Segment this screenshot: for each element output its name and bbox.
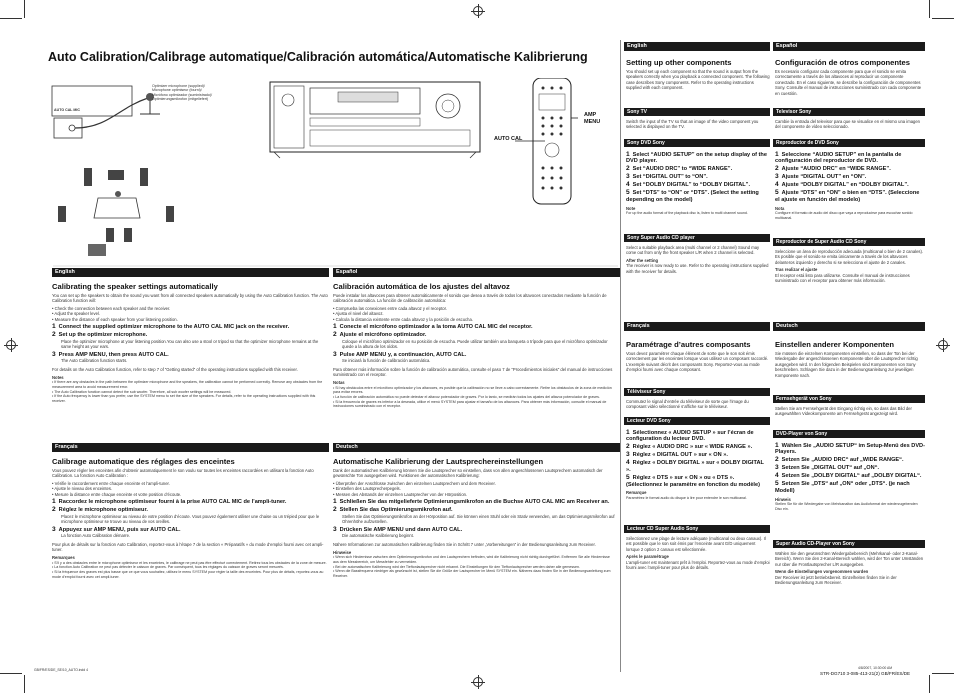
section-heading: Configuración de otros componentes bbox=[775, 58, 911, 67]
after-heading: After the setting bbox=[626, 257, 659, 263]
section-bar-francais: Français bbox=[52, 443, 329, 452]
fold-line bbox=[620, 40, 621, 672]
subbar-lecteur-dvd: Lecteur DVD Sony bbox=[624, 417, 770, 425]
registration-mark bbox=[6, 340, 16, 350]
intro-text: Dank der automatischen Kalibrierung können Sie die Lautsprecher so einstellen, dass von allen angeschlossenen Lautsprechern automatisch der gewünschte Ton ausgegeben wird. Funktionen der automatischen Kalibrierung: bbox=[333, 468, 603, 479]
dvd-steps bbox=[626, 428, 770, 502]
right-section-deutsch bbox=[775, 340, 925, 380]
step-4: 4 Ajuste “DOLBY DIGITAL” en “DOLBY DIGITAL”. bbox=[775, 181, 909, 189]
tv-block bbox=[626, 119, 770, 132]
step-1: 1 Select “AUDIO SETUP” on the setup display of the DVD player. bbox=[626, 150, 767, 165]
note-text: Stellen Sie für die Wiedergabe von Mehrkanalton das Audioformat der wiederzugebenden Disc ein. bbox=[775, 502, 918, 511]
step-5: 5 Setzen Sie „DTS“ auf „ON“ oder „DTS“. (je nach Modell) bbox=[775, 480, 910, 495]
dvd-steps bbox=[775, 150, 925, 222]
amp-menu-label: AMP MENU bbox=[584, 112, 601, 125]
sacd-block bbox=[626, 245, 770, 276]
step-2-text: Placez le microphone optimiseur au niveau de votre position d’écoute. Vous pouvez également utiliser une chaise ou un trépied pour que le microphone optimiseur se trouve au niveau de vos oreilles. bbox=[61, 513, 320, 525]
sacd-block bbox=[775, 551, 925, 587]
step-1: 1 Raccordez le microphone optimiseur fourni à la prise AUTO CAL MIC de l’ampli-tuner. bbox=[52, 498, 287, 506]
dvd-steps bbox=[626, 150, 770, 218]
step-3-text: The Auto Calibration function starts. bbox=[61, 358, 128, 364]
crop-mark bbox=[24, 0, 25, 18]
section-heading: Automatische Kalibrierung der Lautsprechereinstellungen bbox=[333, 457, 544, 466]
after-text: Nähere Informationen zur automatischen Kalibrierung finden Sie in Schritt 7 unter „Vorbereitungen“ in der Bedienungsanleitung zum Receiver. bbox=[333, 541, 596, 547]
mic-label: Optimizer microphone (supplied)/ Microphone optimiseur (fourni)/ Micrófono optimizador (suministrado)/ Optimierungsmikrofon (mitgeliefert) bbox=[152, 84, 213, 102]
note-heading: Nota bbox=[775, 205, 785, 211]
step-2: 2 Ajuste el micrófono optimizador. bbox=[333, 331, 427, 339]
subbar-sacd-sony: Reproductor de Super Audio CD Sony bbox=[773, 238, 925, 246]
subbar-sony-tv: Sony TV bbox=[624, 108, 770, 116]
crop-mark bbox=[0, 673, 22, 674]
intro-text: You can set up the speakers to obtain the sound you want from all connected speakers automatically by using the Auto Calibration function. The Auto Calibration function will: bbox=[52, 293, 328, 304]
step-4: 4 Réglez « DOLBY DIGITAL » sur « DOLBY DIGITAL ». bbox=[626, 459, 764, 473]
bullet-list: • Vérifie le raccordement entre chaque enceinte et l’ampli-tuner. • Ajuste le niveau des enceintes. • Mesure la distance entre chaque enceinte et votre position d’écoute. bbox=[52, 480, 182, 497]
step-3: 3 Setzen Sie „DIGITAL OUT“ auf „ON“. bbox=[775, 464, 880, 472]
tv-block bbox=[775, 119, 925, 132]
intro-text: Puede instalar los altavoces para obtener automáticamente el sonido que desea a través de todos los altavoces conectados mediante la función de calibración automática. La función de calibración automática: bbox=[333, 293, 607, 304]
step-2-text: Place the optimizer microphone at your listening position.You can also use a stool or tripod so that the optimizer microphone remains at the same height as your ears. bbox=[61, 338, 319, 350]
notes-text: • Si hay obstáculos entre el micrófono optimizador y los altavoces, es posible que la calibración no se lleve a cabo correctamente. Retire los obstáculos de la zona de medición para evitar errores. • La función de calibración automática no puede detectar el altavoz potenciador de graves. Por lo tanto, se medirán todos los ajustes del altavoz potenciador de graves. • Si la frecuencia de graves es inferior a la deseada, utilice el menú SYSTEM para ajustar el tamaño de los altavoces. Para obtener más información, consulte el manual de instrucciones suministrado con el receptor. bbox=[333, 385, 612, 409]
step-2: 2 Setzen Sie „AUDIO DRC“ auf „WIDE RANGE“. bbox=[775, 456, 904, 464]
section-bar-english: English bbox=[52, 268, 329, 277]
step-3: 3 Appuyez sur AMP MENU, puis sur AUTO CAL. bbox=[52, 525, 181, 533]
right-bar-francais: Français bbox=[624, 322, 770, 331]
right-section-francais bbox=[626, 340, 770, 375]
footer-date: 4/8/2007, 10:30:00 AM bbox=[858, 666, 893, 670]
step-1: 1 Connect the supplied optimizer microphone to the AUTO CAL MIC jack on the receiver. bbox=[52, 323, 290, 331]
section-english bbox=[52, 282, 329, 405]
notes-text: • If there are any obstacles in the path between the optimizer microphone and the speakers, the calibration cannot be performed correctly. Remove any obstacles from the measurement area to avoid measurement error. • The Auto Calibration function cannot detect the sub woofer. Therefore, all sub woofer settings will be measured. • If the Auto frequency is lower than you prefer, use the SYSTEM menu to set the size of the speakers. For details, refer to the operating instructions supplied with this receiver. bbox=[52, 380, 323, 403]
section-heading: Paramétrage d’autres composants bbox=[626, 340, 751, 349]
subbar-sony-dvd: Sony DVD Sony bbox=[624, 139, 770, 147]
notes-heading: Notas bbox=[333, 380, 345, 386]
step-3: 3 Set “DIGITAL OUT” to “ON”. bbox=[626, 173, 708, 181]
auto-cal-label: AUTO CAL bbox=[494, 136, 523, 142]
subbar-televiseur-sony: Téléviseur Sony bbox=[624, 388, 770, 396]
step-5: 5 Ajuste “DTS” en “ON” o bien en “DTS”. (Seleccione el ajuste en función del modelo) bbox=[775, 189, 920, 204]
step-2: 2 Réglez « AUDIO DRC » sur « WIDE RANGE ». bbox=[626, 443, 753, 451]
step-2-text: Coloque el micrófono optimizador en su posición de escucha. Puede utilizar también una banqueta o trípode para que el micrófono optimizador quede a la altura de los oídos. bbox=[342, 338, 608, 350]
intro-text: Es necesario configurar cada componente para que el sonido se emita correctamente a través de los altavoces al reproducir un componente conectado. En el caso siguiente, se describe la configuración de componentes Sony. Consulte el manual de instrucciones suministrado con cada componente en cuestión. bbox=[775, 69, 922, 96]
tv-text: Cambie la entrada del televisor para que se visualice en el mismo una imagen del componente de vídeo seleccionado. bbox=[775, 119, 921, 130]
crop-mark bbox=[932, 18, 954, 19]
step-1: 1 Schließen Sie das mitgelieferte Optimierungsmikrofon an die Buchse AUTO CAL MIC am Receiver an. bbox=[333, 498, 610, 506]
note-text: Configure el formato de audio del disco que vaya a reproducirse para escuchar sonido multicanal. bbox=[775, 211, 913, 220]
section-heading: Calibrage automatique des réglages des enceintes bbox=[52, 457, 235, 466]
notes-heading: Notes bbox=[52, 374, 64, 380]
section-francais bbox=[52, 457, 329, 581]
tv-block bbox=[775, 406, 925, 419]
right-section-espanol bbox=[775, 58, 925, 98]
section-bar-deutsch: Deutsch bbox=[333, 443, 620, 452]
tv-text: Commutez le signal d’entrée du téléviseur de sorte que l’image du composant vidéo sélectionné s’affiche sur le téléviseur. bbox=[626, 399, 749, 410]
step-3: 3 Pulse AMP MENU y, a continuación, AUTO CAL. bbox=[333, 350, 467, 358]
intro-text: Vous devez paramétrer chaque élément de sorte que le son soit émis correctement par les enceintes lorsque vous utilisez un composant raccordé. L’exemple suivant décrit des composants Sony. Reportez-vous au mode d’emploi fourni avec chaque composant. bbox=[626, 351, 769, 373]
registration-mark bbox=[473, 677, 483, 687]
note-text: Paramétrez le format audio du disque à lire pour entendre le son multicanal. bbox=[626, 495, 747, 500]
subbar-fernsehgeraet-sony: Fernsehgerät von Sony bbox=[773, 395, 925, 403]
step-2: 2 Stellen Sie das Optimierungsmikrofon auf. bbox=[333, 506, 453, 514]
bullet-list: • Check the connection between each speaker and the receiver. • Adjust the speaker level. • Measure the distance of each speaker from your listening position. bbox=[52, 305, 178, 322]
step-3: 3 Réglez « DIGITAL OUT » sur « ON ». bbox=[626, 451, 728, 459]
sacd-text: Sélectionnez une plage de lecture adéquate (multicanal ou deux canaux). Il est possible que le son soit émis par l’enceinte avant G/D uniquement lorsque 2 option 2 canaux est sélectionnée. bbox=[626, 536, 766, 552]
crop-mark bbox=[932, 673, 954, 674]
section-heading: Einstellen anderer Komponenten bbox=[775, 340, 894, 349]
notes-heading: Remarques bbox=[52, 555, 75, 561]
sacd-text: Wählen Sie den gewünschten Wiedergabebereich (Mehrkanal- oder 2-Kanal-Bereich). Wenn Sie den 2-Kanal-Bereich wählen, wird der Ton unter Umständen nur über die Frontlautsprecher L/R ausgegeben. bbox=[775, 551, 924, 567]
right-section-english bbox=[626, 58, 770, 93]
note-text: For up the audio format of the playback disc is, listen to multi channel sound. bbox=[626, 211, 748, 216]
crop-mark bbox=[0, 18, 22, 19]
step-3: 3 Ajuste “DIGITAL OUT” en “ON”. bbox=[775, 173, 867, 181]
step-2: 2 Ajuste “AUDIO DRC” en “WIDE RANGE”. bbox=[775, 165, 891, 173]
right-bar-espanol: Español bbox=[773, 42, 925, 51]
step-3-text: La fonction Auto Calibration démarre. bbox=[61, 533, 131, 539]
step-1: 1 Wählen Sie „AUDIO SETUP“ im Setup-Menü des DVD-Players. bbox=[775, 441, 925, 456]
section-heading: Calibración automática de los ajustes del altavoz bbox=[333, 282, 510, 291]
tv-text: Stellen Sie am Fernsehgerät den Eingang richtig ein, so dass das Bild der ausgewählten Videokomponente am Fernsehgerät angezeigt wird. bbox=[775, 406, 912, 417]
section-heading: Setting up other components bbox=[626, 58, 732, 67]
after-heading: Tras realizar el ajuste bbox=[775, 267, 818, 273]
note-heading: Note bbox=[626, 205, 636, 211]
tv-text: Switch the input of the TV so that an image of the video component you selected is displayed on the TV. bbox=[626, 119, 759, 130]
footer-model: STR-DG710 3-085-413-21(2) GB/FR/ES/DE bbox=[820, 671, 911, 676]
after-text: For details on the Auto Calibration function, refer to step 7 of “Getting started” of the operating instructions supplied with this receiver. bbox=[52, 366, 298, 372]
step-5: 5 Set “DTS” to “ON” or “DTS”. (Select the setting depending on the model) bbox=[626, 189, 759, 204]
after-text: Der Receiver ist jetzt betriebsbereit. Einzelheiten finden Sie in der Bedienungsanleitung zum Receiver. bbox=[775, 574, 897, 586]
intro-text: Vous pouvez régler les enceintes afin d’obtenir automatiquement le son voulu sur toutes les enceintes raccordées en utilisant la fonction Auto Calibration. La fonction Auto Calibration : bbox=[52, 468, 314, 479]
jack-label: AUTO CAL MIC bbox=[54, 108, 81, 112]
subbar-lecteur-sacd: Lecteur CD Super Audio Sony bbox=[624, 525, 770, 533]
bullet-list: • Comprueba las conexiones entre cada altavoz y el receptor. • Ajusta el nivel del altavoz. • Calcula la distancia existente entre cada altavoz y la posición de escucha. bbox=[333, 305, 473, 322]
right-bar-deutsch: Deutsch bbox=[773, 322, 925, 331]
after-text: Pour plus de détails sur la fonction Auto Calibration, reportez-vous à l’étape 7 de la section « Préparatifs » du mode d’emploi fourni avec cet ampli-tuner. bbox=[52, 541, 324, 552]
after-heading: Après le paramétrage bbox=[626, 554, 669, 560]
subbar-televisor-sony: Televisor Sony bbox=[773, 108, 925, 116]
crop-mark bbox=[929, 675, 930, 693]
section-espanol bbox=[333, 282, 616, 411]
sacd-text: Select a suitable playback area (multi channel or 2 channel) Sound may come out from only the front speaker L/R when 2 channel is selected. bbox=[626, 245, 760, 256]
step-4: 4 Set “DOLBY DIGITAL” to “DOLBY DIGITAL”. bbox=[626, 181, 751, 189]
step-3-text: Die automatische Kalibrierung beginnt. bbox=[342, 533, 414, 539]
step-1: 1 Conecte el micrófono optimizador a la toma AUTO CAL MIC del receptor. bbox=[333, 323, 533, 331]
after-heading: Wenn die Einstellungen vorgenommen wurden bbox=[775, 569, 869, 575]
section-deutsch bbox=[333, 457, 616, 580]
section-bar-espanol: Español bbox=[333, 268, 620, 277]
note-heading: Remarque bbox=[626, 490, 647, 496]
step-4: 4 Setzen Sie „DOLBY DIGITAL“ auf „DOLBY DIGITAL“. bbox=[775, 472, 922, 480]
step-3-text: Se iniciará la función de calibración automática. bbox=[342, 358, 431, 364]
step-2: 2 Réglez le microphone optimiseur. bbox=[52, 506, 148, 514]
after-text: Para obtener más información sobre la función de calibración automática, consulte el paso 7 de “Procedimientos iniciales” del manual de instrucciones suministrado con el receptor. bbox=[333, 366, 613, 377]
sacd-block bbox=[626, 536, 770, 572]
step-2: 2 Set up the optimizer microphone. bbox=[52, 331, 148, 339]
sacd-block bbox=[775, 249, 925, 285]
sacd-text: Seleccione un área de reproducción adecuada (multicanal o bien de 2 canales). Es posible que el sonido se emita únicamente a través de los altavoces delanteros izquierdo y derecho si se selecciona el ajuste de 2 canales. bbox=[775, 249, 924, 265]
page-title: Auto Calibration/Calibrage automatique/Calibración automática/Automatische Kalibrierung bbox=[48, 50, 588, 64]
step-2-text: Stellen Sie das Optimierungsmikrofon an der Hörposition auf. Sie können einen Stuhl oder ein Stativ verwenden, um das Optimierungsmikrofon auf Ohrenhöhe aufzustellen. bbox=[342, 513, 615, 525]
subbar-sacd-player-sony: Super Audio CD-Player von Sony bbox=[773, 540, 925, 548]
notes-heading: Hinweise bbox=[333, 549, 352, 555]
notes-text: • Wenn sich Hindernisse zwischen dem Optimierungsmikrofon und den Lautsprechern befinden, wird die Kalibrierung nicht richtig durchgeführt. Entfernen Sie alle Hindernisse aus dem Messbereich, um Messfehler zu vermeiden. • Bei der automatischen Kalibrierung wird der Tieftonlautsprecher nicht erkannt. Die Einstellungen für den Tieftonlautsprecher werden daher alle gemessen. • Wenn die Bassfrequenz niedriger als gewünscht ist, stellen Sie die Größe der Lautsprecher im Menü SYSTEM ein. Näheres dazu finden Sie in der Bedienungsanleitung zum Receiver. bbox=[333, 555, 611, 578]
notes-text: • S’il y a des obstacles entre le microphone optimiseur et les enceintes, le calibrage ne peut pas être effectué correctement. Retirez tous les obstacles de la zone de mesure. • La fonction Auto Calibration ne peut pas détecter le caisson de graves. Par conséquent, tous les réglages du caisson de graves seront mesurés. • Si la fréquence des graves est plus basse que ce que vous souhaitez, utilisez le menu SYSTEM pour régler la taille des enceintes. Pour plus de détails, reportez-vous au mode d’emploi fourni avec cet ampli-tuner. bbox=[52, 560, 327, 579]
right-bar-english: English bbox=[624, 42, 770, 51]
after-text: L’ampli-tuner est maintenant prêt à l’emploi. Reportez-vous au mode d’emploi fourni avec l’ampli-tuner pour plus de détails. bbox=[626, 559, 770, 571]
note-heading: Hinweis bbox=[775, 496, 791, 502]
bullet-list: • Überprüfen der Anschlüsse zwischen den einzelnen Lautsprechern und dem Receiver. • Einstellen des Lautsprecherpegels. • Messen des Abstands der einzelnen Lautsprecher von der Hörposition. bbox=[333, 480, 496, 497]
after-text: The receiver is now ready to use. Refer to the operating instructions supplied with the receiver for details. bbox=[626, 263, 769, 274]
step-3: 3 Press AMP MENU, then press AUTO CAL. bbox=[52, 350, 169, 358]
tv-block bbox=[626, 399, 770, 412]
section-heading: Calibrating the speaker settings automatically bbox=[52, 282, 218, 291]
subbar-dvd-player-sony: DVD-Player von Sony bbox=[773, 430, 925, 438]
step-1: 1 Seleccione “AUDIO SETUP” en la pantalla de configuración del reproductor de DVD. bbox=[775, 150, 902, 165]
registration-mark bbox=[938, 340, 948, 350]
step-1: 1 Sélectionnez « AUDIO SETUP » sur l’écran de configuration du lecteur DVD. bbox=[626, 428, 754, 443]
step-5: 5 Réglez « DTS » sur « ON » ou « DTS ». (Sélectionnez le paramètre en fonction du modèle) bbox=[626, 474, 760, 488]
intro-text: Sie müssen die einzelnen Komponenten einstellen, so dass der Ton bei der Wiedergabe der angeschlossenen Komponente über die Lautsprecher richtig ausgegeben wird. In den folgenden Beispielen sind Komponenten von Sony beschrieben. Schlagen Sie dazu in der Bedienungsanleitung zur jeweiligen Komponente nach. bbox=[775, 351, 918, 378]
crop-mark bbox=[24, 675, 25, 693]
after-text: El receptor está listo para utilizarse. Consulte el manual de instrucciones suministrado con el receptor para obtener más información. bbox=[775, 272, 910, 284]
setup-illustration bbox=[48, 78, 618, 268]
step-2: 2 Set “AUDIO DRC” to “WIDE RANGE”. bbox=[626, 165, 733, 173]
subbar-sony-sacd: Sony Super Audio CD player bbox=[624, 234, 770, 242]
subbar-dvd-sony: Reproductor de DVD Sony bbox=[773, 139, 925, 147]
intro-text: You should set up each component so that the sound is output from the speakers correctly when you playback a connected component. The following case describes Sony components. Refer to the operating instructions supplied with each component. bbox=[626, 69, 770, 91]
step-3: 3 Drücken Sie AMP MENU und dann AUTO CAL. bbox=[333, 525, 463, 533]
footer-file-info: GB/FR/ES/DE_SE/10_AUTO.indd 4 bbox=[34, 668, 89, 672]
registration-mark bbox=[473, 6, 483, 16]
dvd-steps bbox=[775, 441, 925, 513]
crop-mark bbox=[929, 0, 930, 18]
